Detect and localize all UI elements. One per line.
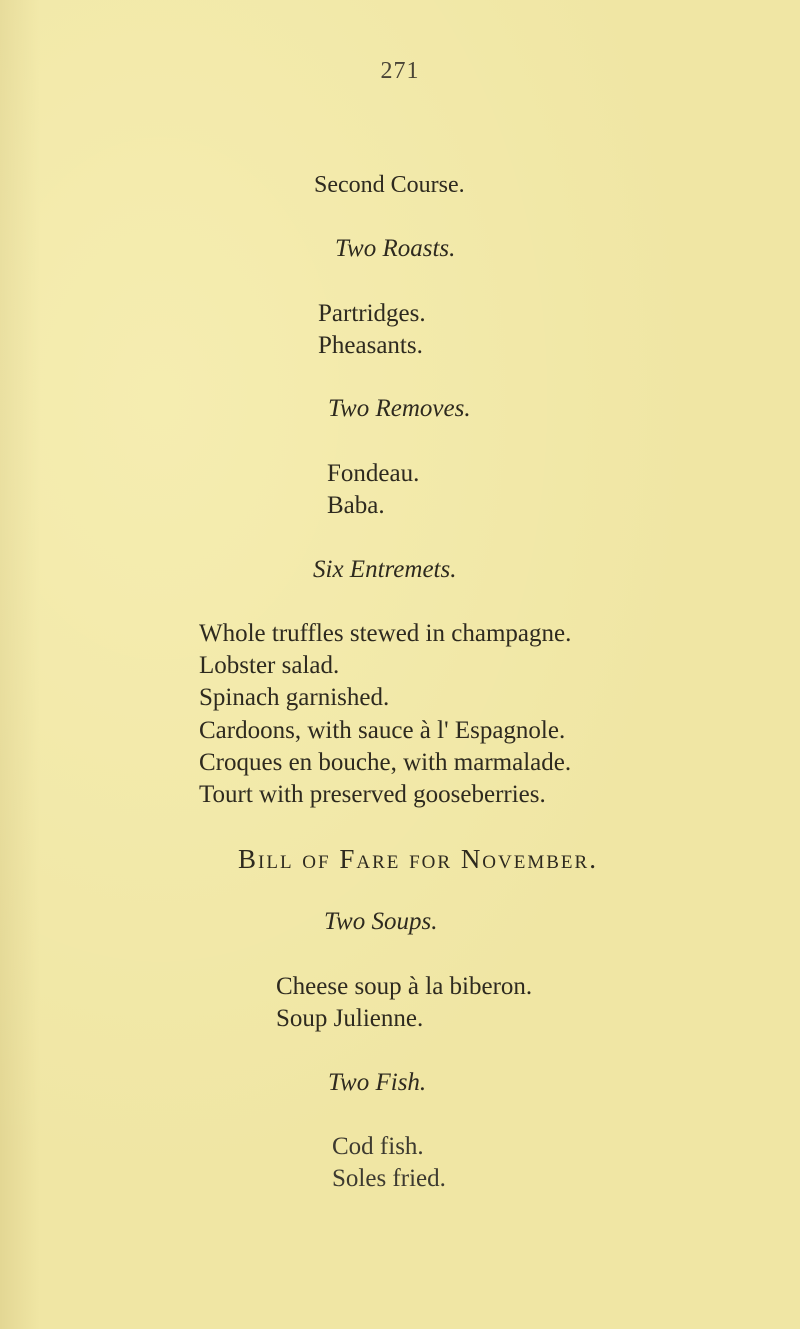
removes-heading: Two Removes.	[328, 395, 471, 422]
fish-item: Cod fish.	[332, 1133, 424, 1160]
soup-item: Soup Julienne.	[276, 1005, 424, 1032]
soup-item: Cheese soup à la biberon.	[276, 973, 533, 1000]
second-course-title: Second Course.	[314, 172, 465, 198]
entremet-item: Lobster salad.	[199, 652, 340, 679]
entremets-heading: Six Entremets.	[313, 556, 457, 583]
entremet-item: Croques en bouche, with marmalade.	[199, 749, 572, 776]
entremet-item: Whole truffles stewed in champagne.	[199, 620, 572, 647]
remove-item: Fondeau.	[327, 460, 420, 487]
november-bill-title: Bill of Fare for November.	[238, 844, 598, 874]
roast-item: Pheasants.	[318, 332, 423, 359]
fish-heading: Two Fish.	[328, 1069, 427, 1096]
entremet-item: Spinach garnished.	[199, 684, 390, 711]
soups-heading: Two Soups.	[324, 908, 438, 935]
remove-item: Baba.	[327, 492, 385, 519]
roasts-heading: Two Roasts.	[335, 235, 456, 262]
fish-item: Soles fried.	[332, 1165, 446, 1192]
entremet-item: Tourt with preserved gooseberries.	[199, 781, 546, 808]
entremet-item: Cardoons, with sauce à l' Espagnole.	[199, 717, 566, 744]
page-number: 271	[380, 58, 420, 84]
roast-item: Partridges.	[318, 300, 426, 327]
